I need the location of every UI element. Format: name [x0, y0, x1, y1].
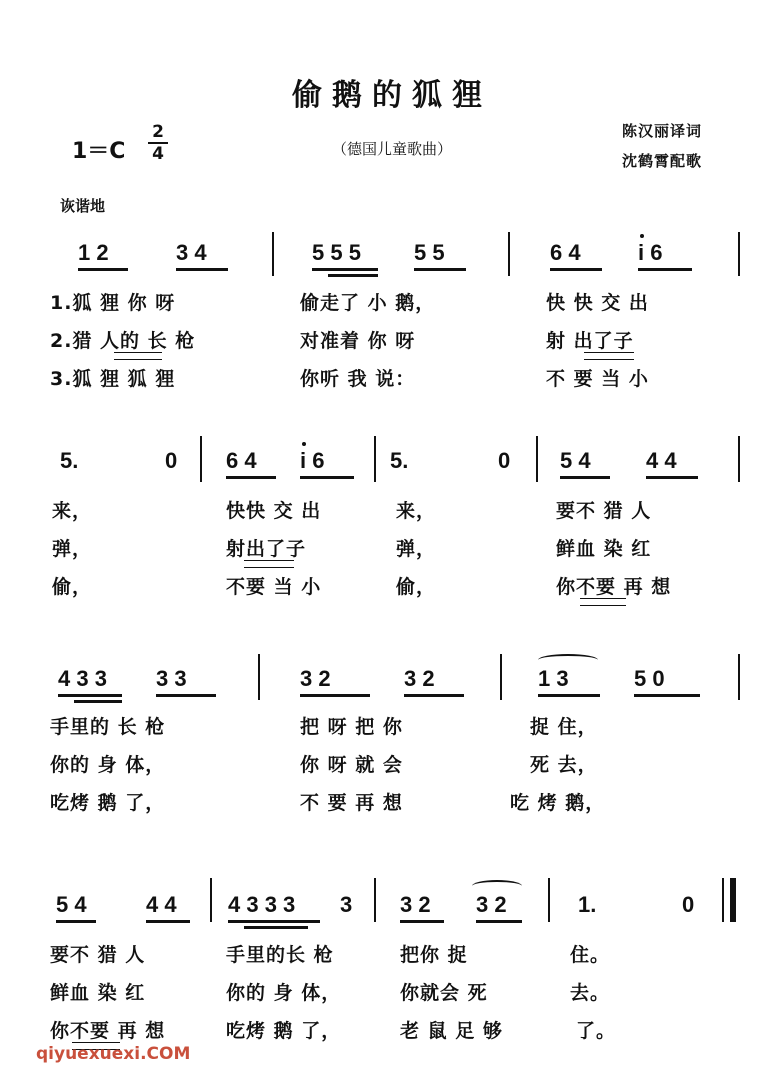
- note-group: 4 3 3 3: [228, 892, 296, 917]
- lyric-verse-3: 你不要 再 想: [50, 1020, 166, 1042]
- underline: [244, 926, 308, 929]
- site-watermark: qiyuexuexi.COM: [36, 1044, 191, 1064]
- note-group: 5.: [60, 448, 79, 473]
- lyric-verse-1: 把 呀 把 你: [300, 716, 403, 738]
- underline: [56, 920, 96, 923]
- underline: [156, 694, 216, 697]
- barline: [738, 654, 740, 700]
- music-credit: 沈鹤霄配歌: [622, 152, 703, 170]
- final-barline-thick: [730, 878, 736, 922]
- lyric-verse-1: 手里的长 枪: [226, 944, 334, 966]
- lyric-verse-2: 射出了子: [226, 538, 307, 560]
- underline: [634, 694, 700, 697]
- barline: [210, 878, 212, 922]
- lyric-verse-3: 偷，: [52, 576, 93, 598]
- underline: [414, 268, 466, 271]
- note-group: 4 4: [646, 448, 677, 473]
- underline: [560, 476, 610, 479]
- underline: [312, 268, 378, 271]
- underline: [300, 476, 354, 479]
- barline: [272, 232, 274, 276]
- lyric-verse-2: 去。: [570, 982, 611, 1004]
- lyric-verse-3: 不 要 再 想: [300, 792, 403, 814]
- underline: [646, 476, 698, 479]
- meter-top: 2: [152, 122, 164, 142]
- underline: [58, 694, 122, 697]
- note-group: 3 2: [476, 892, 507, 917]
- barline: [548, 878, 550, 922]
- lyric-verse-2: 弹，: [396, 538, 437, 560]
- lyric-verse-1: 要不 猎 人: [556, 500, 652, 522]
- underline: [550, 268, 602, 271]
- lyric-verse-3: 吃 烤 鹅，: [510, 792, 606, 814]
- note-group: i 6: [300, 448, 325, 473]
- underline: [638, 268, 692, 271]
- song-subtitle: （德国儿童歌曲）: [331, 140, 452, 158]
- lyric-verse-1: 快 快 交 出: [546, 292, 649, 314]
- lyric-verse-1: 1.狐 狸 你 呀: [50, 292, 176, 314]
- lyrics-credit: 陈汉丽译词: [622, 122, 703, 140]
- note-group: 3: [340, 892, 353, 917]
- lyric-verse-2: 射 出了子: [546, 330, 634, 352]
- note-group: 1 2: [78, 240, 109, 265]
- note-group: 6 4: [550, 240, 581, 265]
- lyric-verse-1: 要不 猎 人: [50, 944, 146, 966]
- slur-line: [580, 598, 626, 606]
- lyric-verse-1: 捉 住，: [530, 716, 598, 738]
- lyric-verse-2: 死 去，: [530, 754, 598, 776]
- lyric-verse-1: 住。: [570, 944, 611, 966]
- underline: [176, 268, 228, 271]
- note-group: 4 4: [146, 892, 177, 917]
- lyric-verse-1: 偷走了 小 鹅，: [300, 292, 436, 314]
- note-group: 5 4: [560, 448, 591, 473]
- lyric-verse-2: 弹，: [52, 538, 93, 560]
- underline: [146, 920, 190, 923]
- barline: [500, 654, 502, 700]
- underline: [300, 694, 370, 697]
- note-group: 3 4: [176, 240, 207, 265]
- lyric-verse-3: 不 要 当 小: [546, 368, 649, 390]
- lyric-verse-2: 对准着 你 呀: [300, 330, 416, 352]
- note-group: 1 3: [538, 666, 569, 691]
- underline: [228, 920, 320, 923]
- note-group: 5 4: [56, 892, 87, 917]
- lyric-verse-3: 3.狐 狸 狐 狸: [50, 368, 176, 390]
- lyric-verse-3: 吃烤 鹅 了，: [50, 792, 166, 814]
- note-group: 6 4: [226, 448, 257, 473]
- underline: [328, 274, 378, 277]
- meter-bottom: 4: [152, 144, 164, 164]
- underline: [538, 694, 600, 697]
- lyric-verse-2: 你的 身 体，: [226, 982, 342, 1004]
- lyric-verse-3: 不要 当 小: [226, 576, 322, 598]
- note-group: 3 2: [404, 666, 435, 691]
- lyric-verse-1: 来，: [396, 500, 437, 522]
- note-group: 5.: [390, 448, 409, 473]
- slur-line: [114, 352, 162, 360]
- barline: [374, 436, 376, 482]
- high-octave-dot: [302, 442, 306, 446]
- lyric-verse-2: 鲜血 染 红: [50, 982, 146, 1004]
- underline: [78, 268, 128, 271]
- note-group: 3 3: [156, 666, 187, 691]
- note-group: 5 0: [634, 666, 665, 691]
- lyric-verse-3: 偷，: [396, 576, 437, 598]
- lyric-verse-2: 鲜血 染 红: [556, 538, 652, 560]
- note-group: 4 3 3: [58, 666, 107, 691]
- note-group: 5 5: [414, 240, 445, 265]
- high-octave-dot: [640, 234, 644, 238]
- song-title: 偷鹅的狐狸: [292, 78, 492, 113]
- lyric-verse-1: 手里的 长 枪: [50, 716, 166, 738]
- lyric-verse-2: 你 呀 就 会: [300, 754, 403, 776]
- underline: [226, 476, 276, 479]
- barline: [536, 436, 538, 482]
- final-barline-thin: [722, 878, 724, 922]
- lyric-verse-1: 把你 捉: [400, 944, 468, 966]
- note-group: 5 5 5: [312, 240, 361, 265]
- note-group: 3 2: [300, 666, 331, 691]
- note-group: 1.: [578, 892, 597, 917]
- tempo-marking: 诙谐地: [60, 197, 106, 215]
- lyric-verse-1: 快快 交 出: [226, 500, 322, 522]
- lyric-verse-2: 你的 身 体，: [50, 754, 166, 776]
- key-signature: 1＝C: [72, 139, 126, 164]
- barline: [738, 436, 740, 482]
- underline: [476, 920, 522, 923]
- underline: [404, 694, 464, 697]
- note-group: i 6: [638, 240, 663, 265]
- note-group: 0: [498, 448, 511, 473]
- lyric-verse-3: 老 鼠 足 够: [400, 1020, 503, 1042]
- lyric-verse-1: 来，: [52, 500, 93, 522]
- barline: [508, 232, 510, 276]
- barline: [738, 232, 740, 276]
- lyric-verse-3: 吃烤 鹅 了，: [226, 1020, 342, 1042]
- note-group: 0: [682, 892, 695, 917]
- barline: [374, 878, 376, 922]
- lyric-verse-3: 你不要 再 想: [556, 576, 672, 598]
- note-group: 3 2: [400, 892, 431, 917]
- lyric-verse-2: 你就会 死: [400, 982, 488, 1004]
- tie-arc: [472, 880, 522, 892]
- underline: [400, 920, 444, 923]
- slur-line: [244, 560, 294, 568]
- note-group: 0: [165, 448, 178, 473]
- slur-line: [584, 352, 634, 360]
- lyric-verse-3: 了。: [576, 1020, 617, 1042]
- barline: [200, 436, 202, 482]
- tie-arc: [538, 654, 598, 666]
- lyric-verse-3: 你听 我 说：: [300, 368, 416, 390]
- lyric-verse-2: 2.猎 人的 长 枪: [50, 330, 196, 352]
- barline: [258, 654, 260, 700]
- underline: [74, 700, 122, 703]
